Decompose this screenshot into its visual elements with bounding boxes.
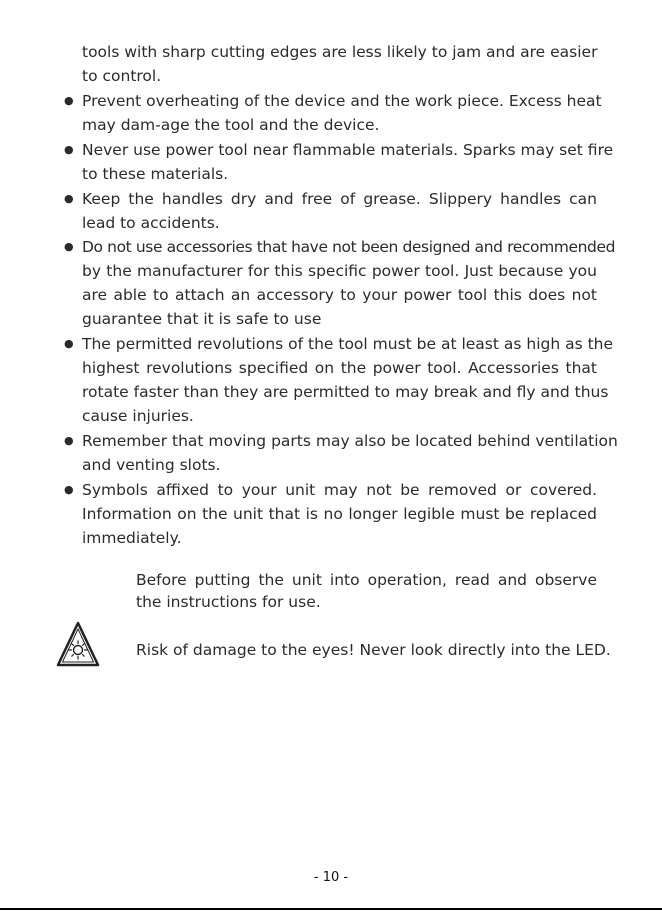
text-line: and venting slots. xyxy=(82,456,221,474)
bullet-icon: ● xyxy=(64,94,74,107)
text-line: highest revolutions specified on the power tool. Accessories that xyxy=(82,359,597,377)
led-warning-text: Risk of damage to the eyes! Never look directly into the LED. xyxy=(136,641,611,659)
text-line: rotate faster than they are permitted to may break and fly and thus xyxy=(82,383,609,401)
bullet-icon: ● xyxy=(64,143,74,156)
bullet-icon: ● xyxy=(64,483,74,496)
text-line: lead to accidents. xyxy=(82,214,220,232)
text-line: Never use power tool near flammable materials. Sparks may set fire xyxy=(82,141,614,159)
instructions-note-line: the instructions for use. xyxy=(136,593,321,611)
bullet-icon: ● xyxy=(64,192,74,205)
text-line: immediately. xyxy=(82,529,182,547)
text-line: may dam-age the tool and the device. xyxy=(82,116,380,134)
text-line: by the manufacturer for this specific power tool. Just because you xyxy=(82,262,597,280)
text-line: cause injuries. xyxy=(82,407,194,425)
text-line: Keep the handles dry and free of grease. Slippery handles can xyxy=(82,190,597,208)
page-number: - 10 - xyxy=(313,870,349,885)
bullet-icon: ● xyxy=(64,434,74,447)
bullet-icon: ● xyxy=(64,240,74,253)
text-line: to control. xyxy=(82,67,162,85)
footer-rule xyxy=(0,908,662,910)
text-line: guarantee that it is safe to use xyxy=(82,310,322,328)
text-line: Prevent overheating of the device and the work piece. Excess heat xyxy=(82,92,602,110)
text-line: Remember that moving parts may also be located behind ventilation xyxy=(82,432,618,450)
text-line: to these materials. xyxy=(82,165,229,183)
led-eye-warning-icon xyxy=(56,621,100,673)
text-line: Symbols affixed to your unit may not be removed or covered. xyxy=(82,481,597,499)
text-line: tools with sharp cutting edges are less likely to jam and are easier xyxy=(82,43,598,61)
instructions-note-line: Before putting the unit into operation, read and observe xyxy=(136,571,597,589)
bullet-icon: ● xyxy=(64,337,74,350)
text-line: Information on the unit that is no longer legible must be replaced xyxy=(82,505,597,523)
text-line: are able to attach an accessory to your power tool this does not xyxy=(82,286,597,304)
text-line: The permitted revolutions of the tool must be at least as high as the xyxy=(82,335,614,353)
text-line: Do not use accessories that have not been designed and recommended xyxy=(82,238,616,256)
